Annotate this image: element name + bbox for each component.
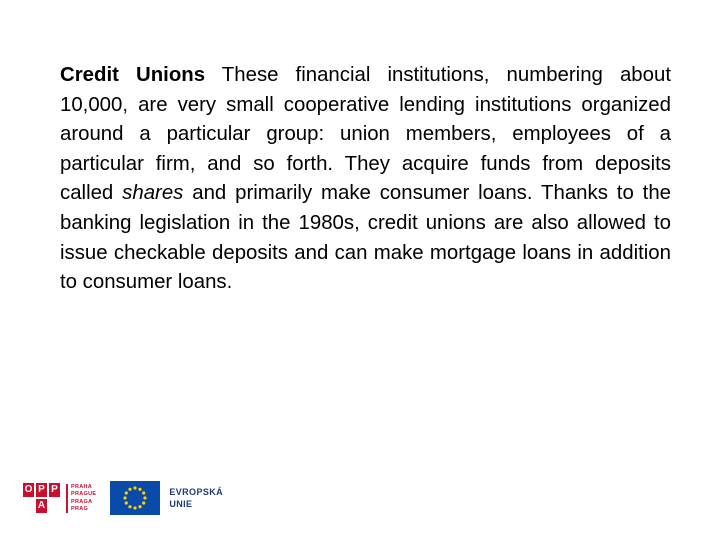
oppa-spacer [49,499,60,513]
oppa-letter: P [49,483,60,497]
oppa-logo [23,483,60,513]
lead-term: Credit Unions [60,64,206,86]
eu-label [169,486,223,510]
eu-stars-icon [110,481,160,515]
praha-logo [66,484,96,513]
praha-line: PRAG [71,506,89,512]
paragraph-text-part-1: These financial institutions, numbering about 10,000, are very small cooperative lending institutions organized around a particular group: union members, employees of a particular firm, and so forth. They acquire funds from deposits called [60,64,671,205]
oppa-letter: P [36,483,47,497]
footer-logos [23,478,223,518]
oppa-letter: A [37,500,46,511]
eu-label-line: UNIE [169,499,193,509]
oppa-letter: O [24,484,33,495]
eu-label-line: EVROPSKÁ [169,487,224,497]
oppa-spacer [23,499,34,513]
emphasis-term: shares [122,182,184,205]
praha-line: PRAGUE [71,491,97,497]
paragraph-text-part-2: and primarily make consumer loans. Thanks to the banking legislation in the 1980s, credit unions are also allowed to issue checkable deposits and can make mortgage loans in addition to consumer loans. [60,182,671,294]
eu-star-ring [124,486,147,509]
body-paragraph [60,61,671,298]
praha-line: PRAHA [71,483,93,490]
praha-line: PRAGA [71,498,93,505]
eu-flag-icon [110,481,160,515]
